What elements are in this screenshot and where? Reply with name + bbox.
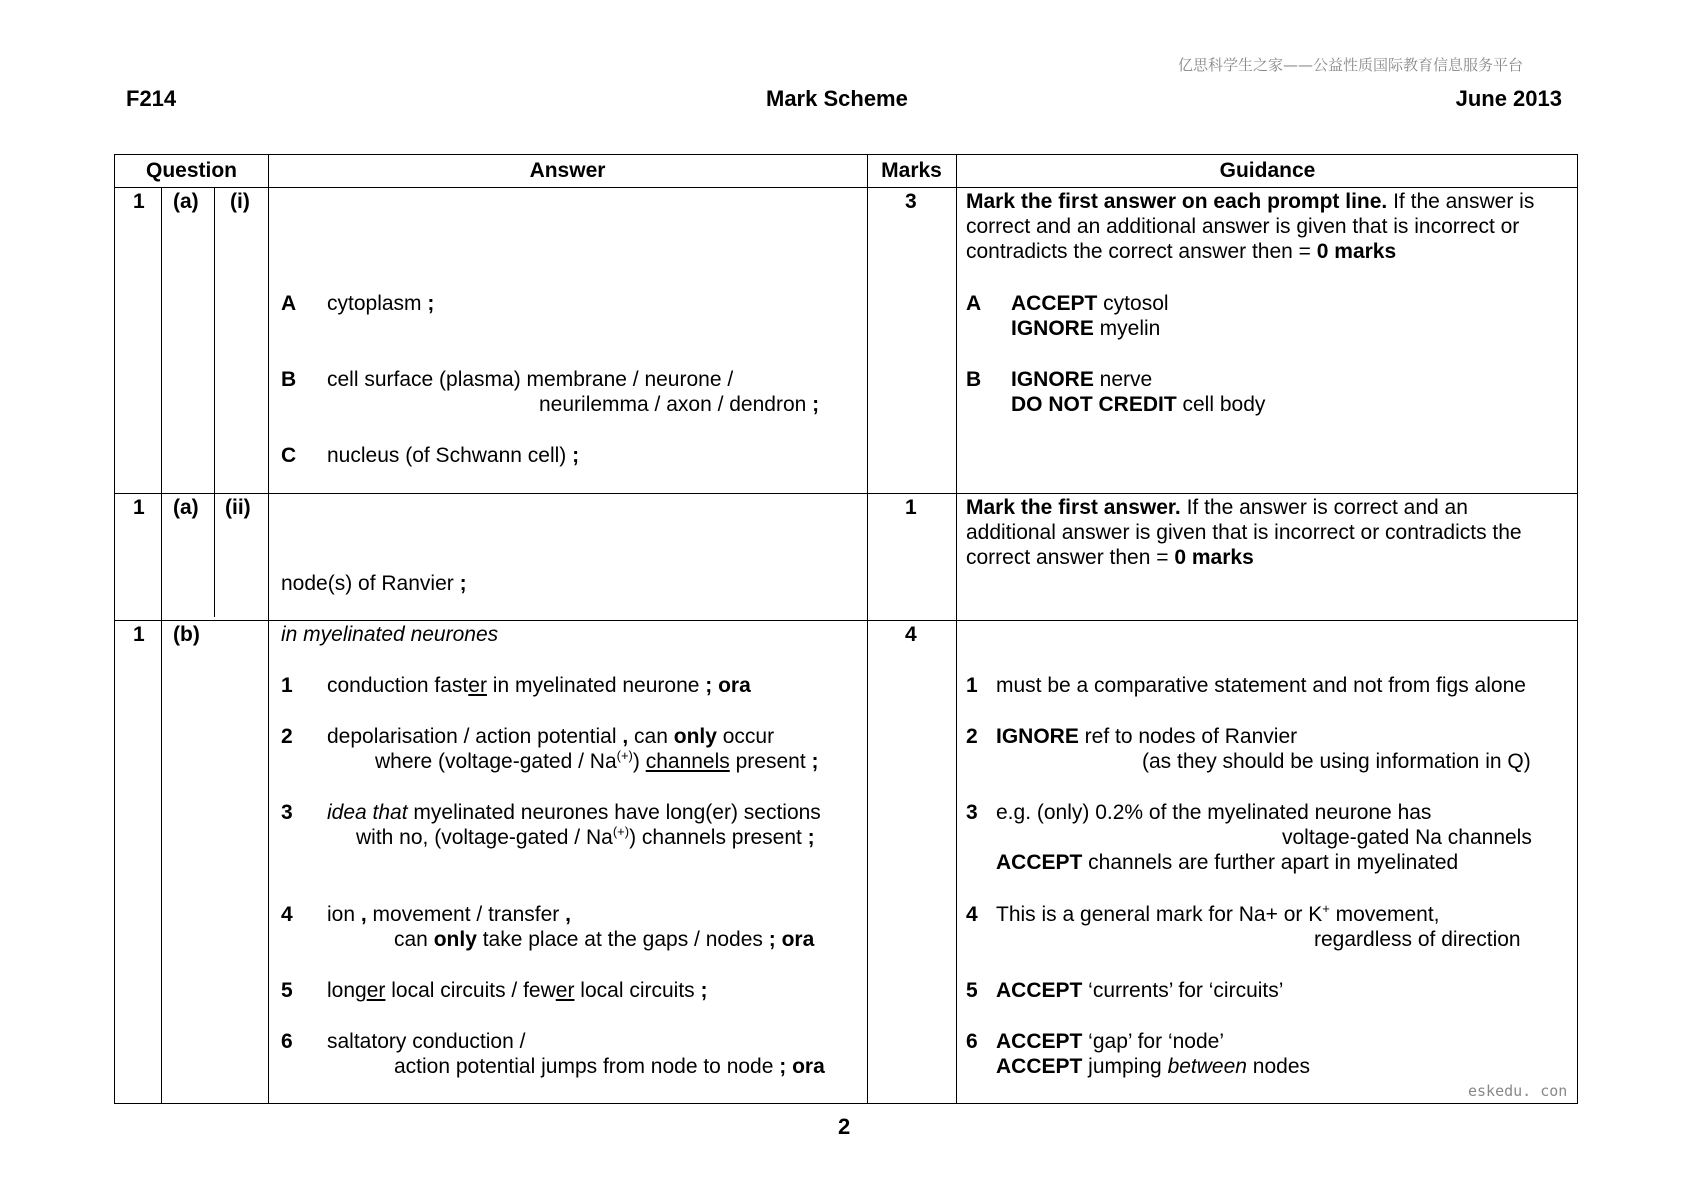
- guidance-intro-line1: Mark the first answer. If the answer is correct and an: [966, 496, 1468, 519]
- answer-label-b: B: [281, 368, 297, 391]
- answer-point-2-line2: where (voltage-gated / Na(+)) channels present ;: [375, 748, 819, 773]
- guidance-point-4-line2: regardless of direction: [1314, 928, 1521, 951]
- header-answer: Answer: [529, 159, 606, 182]
- question-number: 1: [133, 190, 145, 213]
- guidance-point-2-line2: (as they should be using information in Q): [1142, 750, 1531, 773]
- question-part: (b): [173, 623, 200, 646]
- answer-b-line1: cell surface (plasma) membrane / neurone /: [327, 368, 734, 391]
- page-number: 2: [838, 1114, 851, 1139]
- guidance-label-b: B: [966, 368, 982, 391]
- answer-c: nucleus (of Schwann cell) ;: [327, 444, 580, 467]
- answer-point-1: conduction faster in myelinated neurone ; ora: [327, 674, 751, 697]
- guidance-point-3-line1: e.g. (only) 0.2% of the myelinated neurone has: [996, 801, 1432, 824]
- watermark-bottom: eskedu. con: [1468, 1082, 1568, 1100]
- guidance-point-number: 4: [966, 903, 978, 926]
- guidance-point-5: ACCEPT ‘currents’ for ‘circuits’: [996, 979, 1284, 1002]
- header-question: Question: [145, 159, 237, 182]
- guidance-a-ignore: IGNORE myelin: [1011, 317, 1161, 340]
- header-row-divider: [115, 187, 1577, 188]
- question-part: (a): [173, 496, 199, 519]
- guidance-intro-line2: correct and an additional answer is given that is incorrect or: [966, 215, 1520, 238]
- answer-b-line2: neurilemma / axon / dendron ;: [539, 393, 820, 416]
- answer-point-2-line1: depolarisation / action potential , can only occur: [327, 725, 775, 748]
- page-header: [126, 86, 1562, 114]
- page-title: Mark Scheme: [766, 86, 908, 111]
- answer-point-number: 4: [281, 903, 293, 926]
- row-divider-2: [115, 620, 1577, 621]
- question-number: 1: [133, 496, 145, 519]
- guidance-point-number: 5: [966, 979, 978, 1002]
- guidance-point-6-line1: ACCEPT ‘gap’ for ‘node’: [996, 1030, 1224, 1053]
- col-divider-answer: [268, 155, 269, 1103]
- question-subpart: (i): [230, 190, 250, 213]
- answer-point-number: 6: [281, 1030, 293, 1053]
- marks-value: 4: [905, 623, 917, 646]
- paper-date: June 2013: [1455, 86, 1562, 111]
- guidance-intro-line1: Mark the first answer on each prompt line. If the answer is: [966, 190, 1535, 213]
- guidance-point-number: 1: [966, 674, 978, 697]
- guidance-point-4-line1: This is a general mark for Na+ or K+ movement,: [996, 901, 1440, 926]
- answer-point-3-line2: with no, (voltage-gated / Na(+)) channels present ;: [356, 824, 815, 849]
- watermark-top: 亿思科学生之家——公益性质国际教育信息服务平台: [1178, 56, 1524, 74]
- answer-point-number: 1: [281, 674, 293, 697]
- answer-point-number: 2: [281, 725, 293, 748]
- answer-point-number: 3: [281, 801, 293, 824]
- guidance-point-number: 2: [966, 725, 978, 748]
- guidance-a-accept: ACCEPT cytosol: [1011, 292, 1169, 315]
- question-subpart: (ii): [225, 496, 251, 519]
- answer-point-4-line1: ion , movement / transfer ,: [327, 903, 571, 926]
- header-guidance: Guidance: [1219, 159, 1316, 182]
- answer-point-5: longer local circuits / fewer local circuits ;: [327, 979, 708, 1002]
- guidance-point-6-line2: ACCEPT jumping between nodes: [996, 1055, 1311, 1078]
- answer-label-c: C: [281, 444, 297, 467]
- marks-value: 3: [905, 190, 917, 213]
- paper-code: F214: [126, 86, 177, 111]
- guidance-point-2-line1: IGNORE ref to nodes of Ranvier: [996, 725, 1298, 748]
- question-part: (a): [173, 190, 199, 213]
- col-divider-q2: [214, 187, 215, 617]
- col-divider-guidance: [956, 155, 957, 1103]
- guidance-point-3-line2: voltage-gated Na channels: [1282, 826, 1532, 849]
- guidance-point-1: must be a comparative statement and not from figs alone: [996, 674, 1526, 697]
- answer-text: node(s) of Ranvier ;: [281, 572, 467, 595]
- guidance-intro-line2: additional answer is given that is incorrect or contradicts the: [966, 521, 1522, 544]
- answer-point-6-line2: action potential jumps from node to node ; ora: [394, 1055, 825, 1078]
- guidance-point-number: 6: [966, 1030, 978, 1053]
- mark-scheme-table: [114, 154, 1578, 1104]
- col-divider-marks: [867, 155, 868, 1103]
- guidance-point-3-accept: ACCEPT channels are further apart in myelinated: [996, 851, 1459, 874]
- answer-point-3-line1: idea that myelinated neurones have long(er) sections: [327, 801, 821, 824]
- answer-intro: in myelinated neurones: [281, 623, 499, 646]
- question-number: 1: [133, 623, 145, 646]
- col-divider-q1: [161, 187, 162, 1103]
- answer-point-number: 5: [281, 979, 293, 1002]
- guidance-intro-line3: correct answer then = 0 marks: [966, 546, 1254, 569]
- answer-point-4-line2: can only take place at the gaps / nodes ; ora: [394, 928, 815, 951]
- answer-a: cytoplasm ;: [327, 292, 435, 315]
- guidance-intro-line3: contradicts the correct answer then = 0 marks: [966, 240, 1397, 263]
- guidance-point-number: 3: [966, 801, 978, 824]
- guidance-b-dnc: DO NOT CREDIT cell body: [1011, 393, 1266, 416]
- header-marks: Marks: [881, 159, 942, 182]
- answer-label-a: A: [281, 292, 297, 315]
- answer-point-6-line1: saltatory conduction /: [327, 1030, 526, 1053]
- guidance-b-ignore: IGNORE nerve: [1011, 368, 1153, 391]
- row-divider-1: [115, 493, 1577, 494]
- marks-value: 1: [905, 496, 917, 519]
- guidance-label-a: A: [966, 292, 982, 315]
